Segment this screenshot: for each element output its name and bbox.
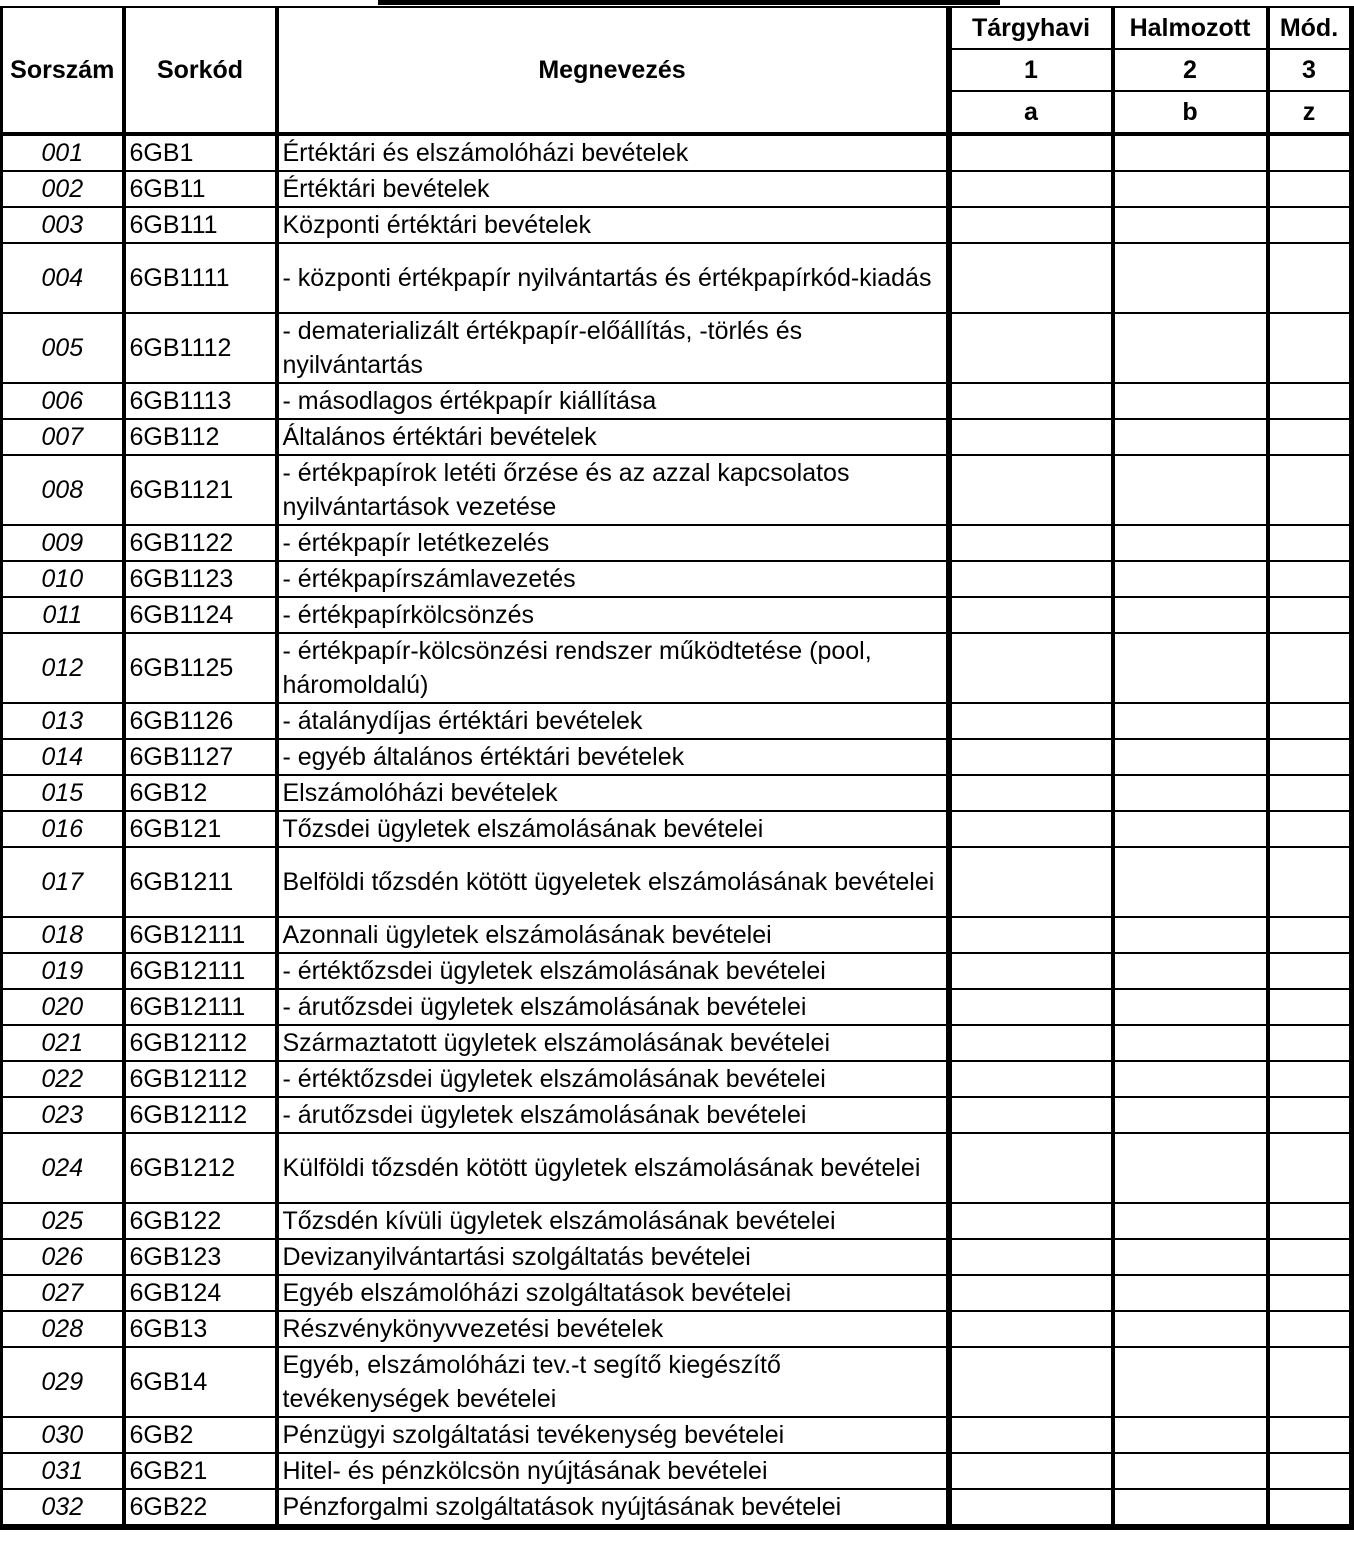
table-row <box>2 313 1352 383</box>
row-sorszam-cell: 028 <box>2 1311 124 1347</box>
row-sorszam-cell: 022 <box>2 1061 124 1097</box>
row-halmozott-input-cell[interactable] <box>1113 1061 1268 1097</box>
row-halmozott-input-cell[interactable] <box>1113 1417 1268 1453</box>
row-sorszam-cell: 010 <box>2 561 124 597</box>
row-megnevezes-cell: Általános értéktári bevételek <box>277 419 949 455</box>
table-row <box>2 1489 1352 1527</box>
row-targyhavi-input-cell[interactable] <box>949 561 1113 597</box>
row-mod-input-cell[interactable] <box>1268 1453 1352 1489</box>
row-sorkod-cell: 6GB111 <box>124 207 277 243</box>
row-sorkod-cell: 6GB1211 <box>124 847 277 917</box>
top-rule <box>378 0 1000 5</box>
row-mod-input-cell[interactable] <box>1268 1133 1352 1203</box>
row-targyhavi-input-cell[interactable] <box>949 1453 1113 1489</box>
row-halmozott-input-cell[interactable] <box>1113 811 1268 847</box>
table-row <box>2 1347 1352 1417</box>
row-megnevezes-cell: - másodlagos értékpapír kiállítása <box>277 383 949 419</box>
row-megnevezes-cell: - értéktőzsdei ügyletek elszámolásának bevételei <box>277 953 949 989</box>
row-sorkod-cell: 6GB123 <box>124 1239 277 1275</box>
row-halmozott-input-cell[interactable] <box>1113 1311 1268 1347</box>
row-sorkod-cell: 6GB22 <box>124 1489 277 1527</box>
row-targyhavi-input-cell[interactable] <box>949 134 1113 171</box>
row-mod-input-cell[interactable] <box>1268 1489 1352 1527</box>
table-row <box>2 455 1352 525</box>
row-megnevezes-cell: Külföldi tőzsdén kötött ügyletek elszámolásának bevételei <box>277 1133 949 1203</box>
row-sorkod-cell: 6GB1 <box>124 134 277 171</box>
row-targyhavi-input-cell[interactable] <box>949 703 1113 739</box>
row-sorszam-cell: 006 <box>2 383 124 419</box>
row-sorkod-cell: 6GB1126 <box>124 703 277 739</box>
row-targyhavi-input-cell[interactable] <box>949 1311 1113 1347</box>
table-row <box>2 207 1352 243</box>
row-halmozott-input-cell[interactable] <box>1113 989 1268 1025</box>
row-megnevezes-cell: Értéktári és elszámolóházi bevételek <box>277 134 949 171</box>
row-sorszam-cell: 014 <box>2 739 124 775</box>
row-mod-input-cell[interactable] <box>1268 739 1352 775</box>
row-megnevezes-cell: - központi értékpapír nyilvántartás és értékpapírkód-kiadás <box>277 243 949 313</box>
row-sorkod-cell: 6GB13 <box>124 1311 277 1347</box>
table-row <box>2 811 1352 847</box>
row-targyhavi-input-cell[interactable] <box>949 1025 1113 1061</box>
row-mod-input-cell[interactable] <box>1268 243 1352 313</box>
row-sorszam-cell: 012 <box>2 633 124 703</box>
row-targyhavi-input-cell[interactable] <box>949 243 1113 313</box>
row-megnevezes-cell: - értékpapírkölcsönzés <box>277 597 949 633</box>
row-mod-input-cell[interactable] <box>1268 455 1352 525</box>
row-halmozott-input-cell[interactable] <box>1113 917 1268 953</box>
row-targyhavi-input-cell[interactable] <box>949 1489 1113 1527</box>
row-sorkod-cell: 6GB124 <box>124 1275 277 1311</box>
row-sorszam-cell: 003 <box>2 207 124 243</box>
row-targyhavi-input-cell[interactable] <box>949 739 1113 775</box>
row-mod-input-cell[interactable] <box>1268 597 1352 633</box>
row-sorkod-cell: 6GB1113 <box>124 383 277 419</box>
row-sorszam-cell: 002 <box>2 171 124 207</box>
row-halmozott-input-cell[interactable] <box>1113 525 1268 561</box>
row-sorszam-cell: 018 <box>2 917 124 953</box>
row-sorkod-cell: 6GB12111 <box>124 953 277 989</box>
row-megnevezes-cell: - árutőzsdei ügyletek elszámolásának bevételei <box>277 1097 949 1133</box>
row-sorszam-cell: 011 <box>2 597 124 633</box>
row-halmozott-input-cell[interactable] <box>1113 207 1268 243</box>
row-halmozott-input-cell[interactable] <box>1113 419 1268 455</box>
row-mod-input-cell[interactable] <box>1268 811 1352 847</box>
row-sorszam-cell: 019 <box>2 953 124 989</box>
row-halmozott-input-cell[interactable] <box>1113 775 1268 811</box>
row-megnevezes-cell: Tőzsdén kívüli ügyletek elszámolásának bevételei <box>277 1203 949 1239</box>
row-halmozott-input-cell[interactable] <box>1113 739 1268 775</box>
row-targyhavi-input-cell[interactable] <box>949 313 1113 383</box>
table-row <box>2 1133 1352 1203</box>
row-sorszam-cell: 029 <box>2 1347 124 1417</box>
row-halmozott-input-cell[interactable] <box>1113 243 1268 313</box>
table-row <box>2 419 1352 455</box>
row-mod-input-cell[interactable] <box>1268 383 1352 419</box>
row-halmozott-input-cell[interactable] <box>1113 847 1268 917</box>
row-halmozott-input-cell[interactable] <box>1113 633 1268 703</box>
row-megnevezes-cell: Egyéb, elszámolóházi tev.-t segítő kiegészítő tevékenységek bevételei <box>277 1347 949 1417</box>
row-mod-input-cell[interactable] <box>1268 775 1352 811</box>
row-mod-input-cell[interactable] <box>1268 1347 1352 1417</box>
row-mod-input-cell[interactable] <box>1268 207 1352 243</box>
row-targyhavi-input-cell[interactable] <box>949 989 1113 1025</box>
row-mod-input-cell[interactable] <box>1268 1417 1352 1453</box>
table-body <box>2 134 1352 1527</box>
row-halmozott-input-cell[interactable] <box>1113 313 1268 383</box>
row-halmozott-input-cell[interactable] <box>1113 953 1268 989</box>
row-halmozott-input-cell[interactable] <box>1113 1203 1268 1239</box>
row-targyhavi-input-cell[interactable] <box>949 1061 1113 1097</box>
table-row <box>2 917 1352 953</box>
row-halmozott-input-cell[interactable] <box>1113 1453 1268 1489</box>
row-mod-input-cell[interactable] <box>1268 561 1352 597</box>
row-megnevezes-cell: Belföldi tőzsdén kötött ügyeletek elszámolásának bevételei <box>277 847 949 917</box>
row-mod-input-cell[interactable] <box>1268 134 1352 171</box>
row-targyhavi-input-cell[interactable] <box>949 811 1113 847</box>
row-megnevezes-cell: Tőzsdei ügyletek elszámolásának bevételei <box>277 811 949 847</box>
row-megnevezes-cell: Származtatott ügyletek elszámolásának bevételei <box>277 1025 949 1061</box>
row-mod-input-cell[interactable] <box>1268 847 1352 917</box>
row-megnevezes-cell: - átalánydíjas értéktári bevételek <box>277 703 949 739</box>
row-mod-input-cell[interactable] <box>1268 633 1352 703</box>
row-sorszam-cell: 017 <box>2 847 124 917</box>
row-sorkod-cell: 6GB1127 <box>124 739 277 775</box>
row-halmozott-input-cell[interactable] <box>1113 171 1268 207</box>
header-col-letter-a: a <box>949 91 1113 134</box>
row-sorszam-cell: 031 <box>2 1453 124 1489</box>
row-halmozott-input-cell[interactable] <box>1113 383 1268 419</box>
table-row <box>2 134 1352 171</box>
row-megnevezes-cell: Elszámolóházi bevételek <box>277 775 949 811</box>
row-sorszam-cell: 013 <box>2 703 124 739</box>
header-megnevezes: Megnevezés <box>277 7 949 134</box>
table-row <box>2 243 1352 313</box>
row-mod-input-cell[interactable] <box>1268 1275 1352 1311</box>
row-megnevezes-cell: - értéktőzsdei ügyletek elszámolásának bevételei <box>277 1061 949 1097</box>
row-targyhavi-input-cell[interactable] <box>949 525 1113 561</box>
row-targyhavi-input-cell[interactable] <box>949 455 1113 525</box>
row-megnevezes-cell: - értékpapír letétkezelés <box>277 525 949 561</box>
row-sorszam-cell: 009 <box>2 525 124 561</box>
header-targyhavi: Tárgyhavi <box>949 7 1113 49</box>
row-megnevezes-cell: Egyéb elszámolóházi szolgáltatások bevételei <box>277 1275 949 1311</box>
row-mod-input-cell[interactable] <box>1268 1097 1352 1133</box>
table-row <box>2 1061 1352 1097</box>
row-sorszam-cell: 016 <box>2 811 124 847</box>
row-sorkod-cell: 6GB112 <box>124 419 277 455</box>
row-sorszam-cell: 032 <box>2 1489 124 1527</box>
table-row <box>2 1025 1352 1061</box>
row-sorkod-cell: 6GB12111 <box>124 917 277 953</box>
header-mod: Mód. <box>1268 7 1352 49</box>
header-halmozott: Halmozott <box>1113 7 1268 49</box>
row-sorszam-cell: 005 <box>2 313 124 383</box>
row-targyhavi-input-cell[interactable] <box>949 1133 1113 1203</box>
row-sorkod-cell: 6GB1123 <box>124 561 277 597</box>
row-sorkod-cell: 6GB121 <box>124 811 277 847</box>
row-megnevezes-cell: Pénzforgalmi szolgáltatások nyújtásának bevételei <box>277 1489 949 1527</box>
row-targyhavi-input-cell[interactable] <box>949 775 1113 811</box>
report-table <box>0 6 1354 1530</box>
header-col-number-3: 3 <box>1268 49 1352 91</box>
row-targyhavi-input-cell[interactable] <box>949 1097 1113 1133</box>
row-megnevezes-cell: Devizanyilvántartási szolgáltatás bevételei <box>277 1239 949 1275</box>
row-sorszam-cell: 030 <box>2 1417 124 1453</box>
row-halmozott-input-cell[interactable] <box>1113 561 1268 597</box>
row-megnevezes-cell: Pénzügyi szolgáltatási tevékenység bevételei <box>277 1417 949 1453</box>
row-targyhavi-input-cell[interactable] <box>949 1347 1113 1417</box>
table-row <box>2 525 1352 561</box>
row-halmozott-input-cell[interactable] <box>1113 597 1268 633</box>
row-halmozott-input-cell[interactable] <box>1113 1275 1268 1311</box>
row-mod-input-cell[interactable] <box>1268 1311 1352 1347</box>
row-sorkod-cell: 6GB1112 <box>124 313 277 383</box>
row-megnevezes-cell: Azonnali ügyletek elszámolásának bevételei <box>277 917 949 953</box>
row-halmozott-input-cell[interactable] <box>1113 455 1268 525</box>
row-megnevezes-cell: Részvénykönyvvezetési bevételek <box>277 1311 949 1347</box>
table-row <box>2 847 1352 917</box>
row-mod-input-cell[interactable] <box>1268 1061 1352 1097</box>
row-sorkod-cell: 6GB21 <box>124 1453 277 1489</box>
row-mod-input-cell[interactable] <box>1268 419 1352 455</box>
row-mod-input-cell[interactable] <box>1268 1239 1352 1275</box>
row-targyhavi-input-cell[interactable] <box>949 1417 1113 1453</box>
row-sorkod-cell: 6GB12112 <box>124 1025 277 1061</box>
table-row <box>2 775 1352 811</box>
row-sorszam-cell: 027 <box>2 1275 124 1311</box>
row-targyhavi-input-cell[interactable] <box>949 847 1113 917</box>
row-megnevezes-cell: - értékpapírszámlavezetés <box>277 561 949 597</box>
row-mod-input-cell[interactable] <box>1268 989 1352 1025</box>
row-megnevezes-cell: - egyéb általános értéktári bevételek <box>277 739 949 775</box>
row-sorszam-cell: 023 <box>2 1097 124 1133</box>
table-row <box>2 739 1352 775</box>
row-sorszam-cell: 021 <box>2 1025 124 1061</box>
row-halmozott-input-cell[interactable] <box>1113 1025 1268 1061</box>
row-mod-input-cell[interactable] <box>1268 703 1352 739</box>
row-sorkod-cell: 6GB12112 <box>124 1061 277 1097</box>
header-col-letter-z: z <box>1268 91 1352 134</box>
row-mod-input-cell[interactable] <box>1268 313 1352 383</box>
row-sorkod-cell: 6GB12112 <box>124 1097 277 1133</box>
row-targyhavi-input-cell[interactable] <box>949 171 1113 207</box>
row-megnevezes-cell: Központi értéktári bevételek <box>277 207 949 243</box>
row-sorszam-cell: 004 <box>2 243 124 313</box>
row-halmozott-input-cell[interactable] <box>1113 1133 1268 1203</box>
table-row <box>2 1097 1352 1133</box>
row-megnevezes-cell: - dematerializált értékpapír-előállítás, -törlés és nyilvántartás <box>277 313 949 383</box>
row-sorkod-cell: 6GB14 <box>124 1347 277 1417</box>
table-row <box>2 597 1352 633</box>
table-row <box>2 953 1352 989</box>
table-row <box>2 989 1352 1025</box>
row-targyhavi-input-cell[interactable] <box>949 597 1113 633</box>
row-sorkod-cell: 6GB12 <box>124 775 277 811</box>
row-mod-input-cell[interactable] <box>1268 1203 1352 1239</box>
row-megnevezes-cell: - értékpapír-kölcsönzési rendszer működtetése (pool, háromoldalú) <box>277 633 949 703</box>
row-halmozott-input-cell[interactable] <box>1113 1097 1268 1133</box>
table-row <box>2 1453 1352 1489</box>
header-col-number-2: 2 <box>1113 49 1268 91</box>
row-targyhavi-input-cell[interactable] <box>949 633 1113 703</box>
table-row <box>2 1417 1352 1453</box>
header-col-letter-b: b <box>1113 91 1268 134</box>
row-megnevezes-cell: Értéktári bevételek <box>277 171 949 207</box>
table-row <box>2 1275 1352 1311</box>
table-row <box>2 703 1352 739</box>
row-targyhavi-input-cell[interactable] <box>949 1239 1113 1275</box>
table-row <box>2 171 1352 207</box>
row-sorkod-cell: 6GB1121 <box>124 455 277 525</box>
row-megnevezes-cell: - árutőzsdei ügyletek elszámolásának bevételei <box>277 989 949 1025</box>
row-targyhavi-input-cell[interactable] <box>949 383 1113 419</box>
row-sorszam-cell: 007 <box>2 419 124 455</box>
row-targyhavi-input-cell[interactable] <box>949 419 1113 455</box>
table-row <box>2 561 1352 597</box>
row-sorkod-cell: 6GB122 <box>124 1203 277 1239</box>
header-sorkod: Sorkód <box>124 7 277 134</box>
row-halmozott-input-cell[interactable] <box>1113 1239 1268 1275</box>
row-sorkod-cell: 6GB1111 <box>124 243 277 313</box>
row-megnevezes-cell: - értékpapírok letéti őrzése és az azzal kapcsolatos nyilvántartások vezetése <box>277 455 949 525</box>
row-mod-input-cell[interactable] <box>1268 953 1352 989</box>
row-sorkod-cell: 6GB1124 <box>124 597 277 633</box>
row-sorkod-cell: 6GB1125 <box>124 633 277 703</box>
row-sorszam-cell: 015 <box>2 775 124 811</box>
row-halmozott-input-cell[interactable] <box>1113 703 1268 739</box>
row-targyhavi-input-cell[interactable] <box>949 953 1113 989</box>
table-row <box>2 1311 1352 1347</box>
table-row <box>2 1239 1352 1275</box>
row-mod-input-cell[interactable] <box>1268 171 1352 207</box>
row-sorszam-cell: 001 <box>2 134 124 171</box>
row-sorkod-cell: 6GB11 <box>124 171 277 207</box>
row-sorszam-cell: 020 <box>2 989 124 1025</box>
table-row <box>2 383 1352 419</box>
row-targyhavi-input-cell[interactable] <box>949 917 1113 953</box>
row-sorszam-cell: 024 <box>2 1133 124 1203</box>
row-sorkod-cell: 6GB1122 <box>124 525 277 561</box>
row-sorkod-cell: 6GB1212 <box>124 1133 277 1203</box>
row-mod-input-cell[interactable] <box>1268 1025 1352 1061</box>
row-mod-input-cell[interactable] <box>1268 525 1352 561</box>
row-sorszam-cell: 008 <box>2 455 124 525</box>
row-halmozott-input-cell[interactable] <box>1113 1489 1268 1527</box>
row-targyhavi-input-cell[interactable] <box>949 1203 1113 1239</box>
table-row <box>2 633 1352 703</box>
table-row <box>2 1203 1352 1239</box>
row-sorszam-cell: 026 <box>2 1239 124 1275</box>
row-targyhavi-input-cell[interactable] <box>949 207 1113 243</box>
table-header <box>2 7 1352 134</box>
row-megnevezes-cell: Hitel- és pénzkölcsön nyújtásának bevételei <box>277 1453 949 1489</box>
row-targyhavi-input-cell[interactable] <box>949 1275 1113 1311</box>
header-sorszam: Sorszám <box>2 7 124 134</box>
row-sorkod-cell: 6GB2 <box>124 1417 277 1453</box>
header-col-number-1: 1 <box>949 49 1113 91</box>
row-mod-input-cell[interactable] <box>1268 917 1352 953</box>
row-halmozott-input-cell[interactable] <box>1113 134 1268 171</box>
row-sorkod-cell: 6GB12111 <box>124 989 277 1025</box>
row-halmozott-input-cell[interactable] <box>1113 1347 1268 1417</box>
row-sorszam-cell: 025 <box>2 1203 124 1239</box>
